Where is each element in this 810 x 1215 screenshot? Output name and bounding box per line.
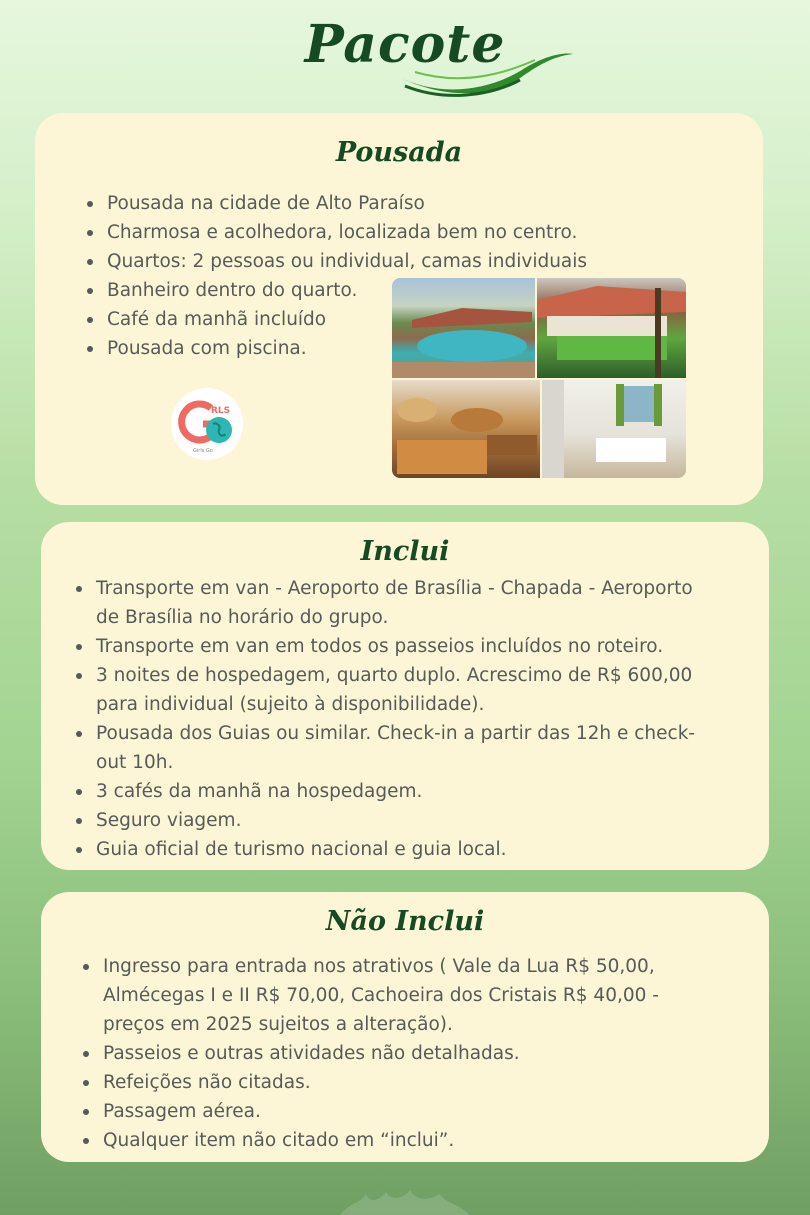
list-item: Transporte em van em todos os passeios incluídos no roteiro.	[74, 632, 714, 661]
list-item: Qualquer item não citado em “inclui”.	[81, 1126, 721, 1155]
list-item: Passeios e outras atividades não detalhadas.	[81, 1039, 721, 1068]
list-item: Banheiro dentro do quarto.	[85, 276, 645, 305]
girls-go-logo	[171, 388, 243, 460]
nao-inclui-list	[81, 952, 721, 1155]
garden-photo	[537, 278, 686, 378]
list-item: Refeições não citadas.	[81, 1068, 721, 1097]
nao-inclui-heading: Não Inclui	[325, 906, 485, 937]
page-title: Pacote	[304, 14, 506, 75]
inclui-card	[41, 522, 769, 870]
list-item: Transporte em van - Aeroporto de Brasília - Chapada - Aeroporto de Brasília no horário do grupo.	[74, 574, 714, 632]
breakfast-photo	[392, 380, 540, 478]
list-item: Pousada com piscina.	[85, 334, 645, 363]
list-item: Quartos: 2 pessoas ou individual, camas individuais	[85, 247, 645, 276]
list-item: 3 cafés da manhã na hospedagem.	[74, 777, 714, 806]
nao-inclui-card	[41, 892, 769, 1162]
logo-subtext: Girls Go	[193, 448, 213, 454]
pousada-card	[35, 113, 763, 505]
list-item: Guia oficial de turismo nacional e guia local.	[74, 835, 714, 864]
list-item: 3 noites de hospedagem, quarto duplo. Acrescimo de R$ 600,00 para individual (sujeito à disponibilidade).	[74, 661, 714, 719]
pousada-heading: Pousada	[335, 137, 463, 168]
globe-icon	[171, 388, 243, 460]
list-item: Seguro viagem.	[74, 806, 714, 835]
pousada-photo-collage	[392, 278, 686, 478]
pool-photo	[392, 278, 535, 378]
inclui-heading: Inclui	[360, 536, 450, 567]
list-item: Pousada dos Guias ou similar. Check-in a partir das 12h e check-out 10h.	[74, 719, 714, 777]
list-item: Pousada na cidade de Alto Paraíso	[85, 189, 645, 218]
foliage-decoration	[0, 1190, 810, 1215]
list-item: Charmosa e acolhedora, localizada bem no centro.	[85, 218, 645, 247]
list-item: Ingresso para entrada nos atrativos ( Vale da Lua R$ 50,00, Almécegas I e II R$ 70,00, Cachoeira dos Cristais R$ 40,00 - preços em 2025 sujeitos a alteração).	[81, 952, 721, 1039]
leaf-swoosh-decoration	[395, 46, 575, 102]
bedroom-photo	[542, 380, 686, 478]
logo-text: RLS	[211, 406, 231, 416]
list-item: Passagem aérea.	[81, 1097, 721, 1126]
list-item: Café da manhã incluído	[85, 305, 645, 334]
inclui-list	[74, 574, 714, 864]
